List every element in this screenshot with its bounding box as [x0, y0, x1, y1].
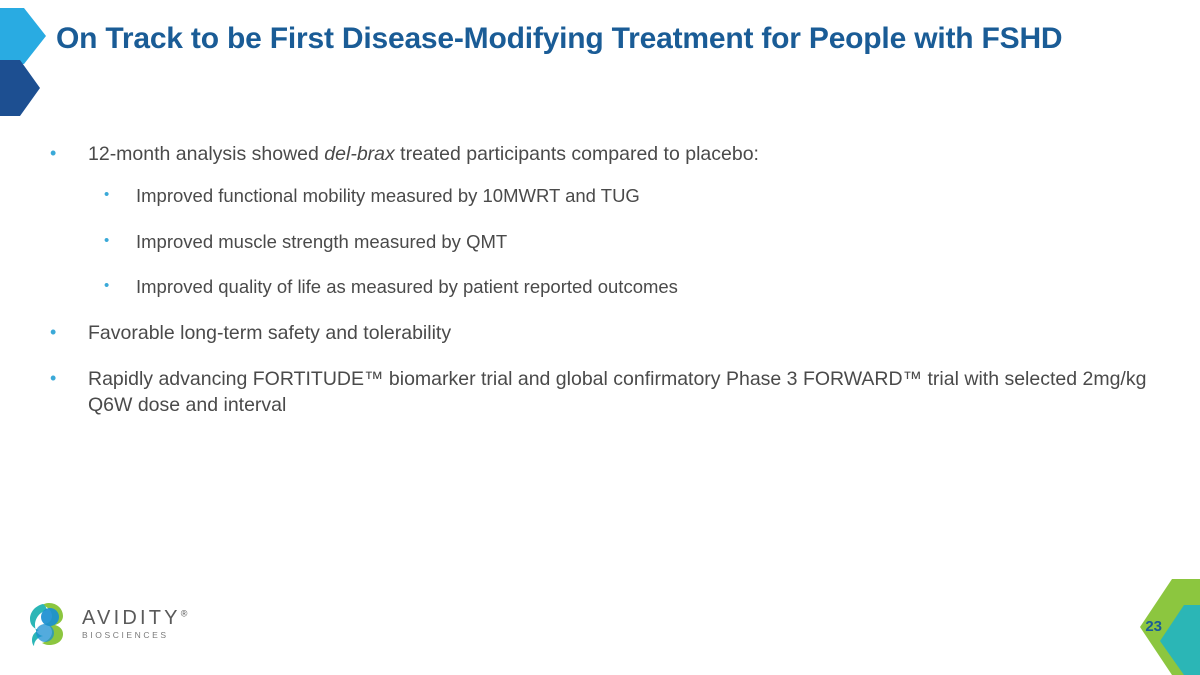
bullet-glyph-icon: •: [104, 231, 110, 249]
bullet-item: [40, 321, 1155, 347]
slide-body: [40, 142, 1155, 438]
avidity-logo-mark-icon: [26, 601, 72, 647]
bullet-glyph-icon: •: [50, 321, 57, 342]
bullet-glyph-icon: •: [50, 143, 57, 163]
logo-company-name: AVIDITY®: [82, 607, 188, 630]
registered-mark-icon: ®: [180, 608, 188, 619]
bullet-glyph-icon: •: [104, 185, 110, 203]
page-number: 23: [1145, 618, 1162, 635]
logo-wordmark: [82, 608, 187, 640]
bullet-text-part-2: treated participants compared to placebo:: [394, 143, 759, 165]
bullet-text: Rapidly advancing FORTITUDE™ biomarker trial and global confirmatory Phase 3 FORWARD™ trial with selected 2mg/kg Q6W dose and interval: [88, 367, 1147, 416]
sub-bullet-item: [88, 230, 1155, 255]
sub-bullet-list: [88, 184, 1155, 300]
bullet-text-emphasis: del-brax: [324, 143, 395, 165]
sub-bullet-item: [88, 184, 1155, 209]
bullet-glyph-icon: •: [50, 367, 57, 388]
chevron-decoration-icon: [0, 8, 46, 116]
bullet-text: Favorable long-term safety and tolerability: [88, 321, 452, 344]
sub-bullet-item: [88, 275, 1155, 300]
sub-bullet-text: Improved quality of life as measured by patient reported outcomes: [136, 276, 678, 298]
sub-bullet-text: Improved muscle strength measured by QMT: [136, 230, 508, 252]
slide-title: On Track to be First Disease-Modifying Treatment for People with FSHD: [56, 22, 1063, 55]
bullet-item: [40, 367, 1155, 419]
company-logo: [26, 601, 187, 647]
bullet-item: [40, 142, 1155, 300]
logo-subtitle: BIOSCIENCES: [82, 630, 169, 641]
bullet-text-part-1: 12-month analysis showed: [88, 143, 325, 165]
sub-bullet-text: Improved functional mobility measured by 10MWRT and TUG: [136, 184, 640, 206]
bullet-glyph-icon: •: [104, 277, 110, 295]
